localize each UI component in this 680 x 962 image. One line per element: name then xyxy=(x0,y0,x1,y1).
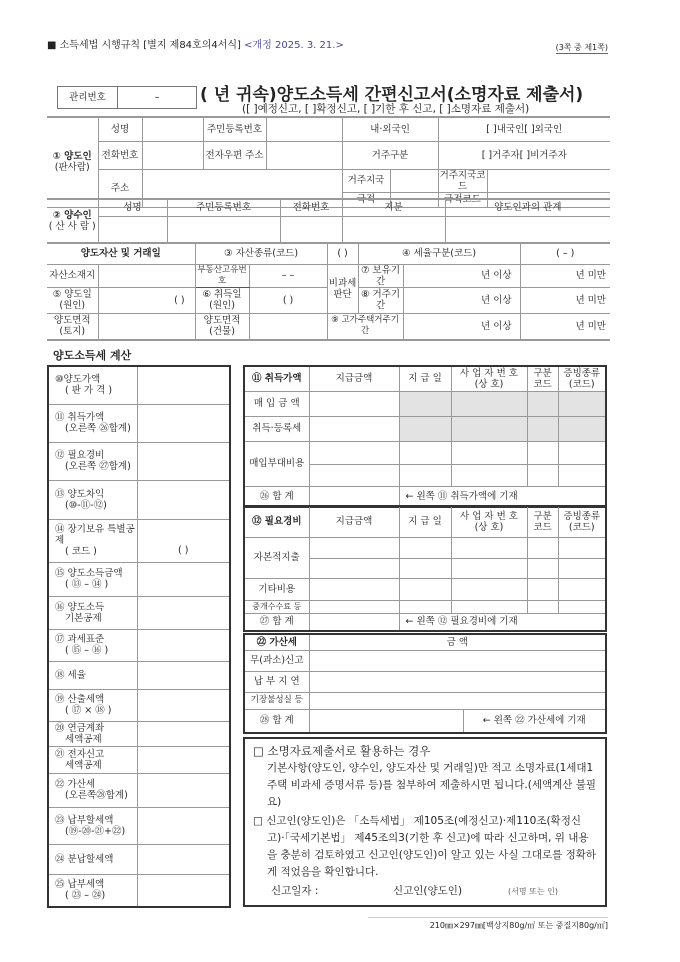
cell[interactable] xyxy=(558,537,606,558)
penalty-row-late: 납 부 지 연 xyxy=(244,671,309,692)
asset-table xyxy=(47,242,610,341)
cell[interactable] xyxy=(558,558,606,578)
acq-date-label: ⑥ 취득일 (원인) xyxy=(195,287,249,313)
calc-row-label: ⑰ 과세표준 ( ⑮ – ⑯ ) xyxy=(48,629,137,661)
penalty-header: ㉒ 가산세 xyxy=(244,634,309,650)
cell[interactable] xyxy=(558,464,606,486)
residence-period-label: ⑧ 거주기간 xyxy=(358,287,403,313)
nationality-checkboxes[interactable]: [ ]내국인[ ]외국인 xyxy=(438,117,610,141)
cell[interactable] xyxy=(451,600,527,613)
cell[interactable] xyxy=(309,650,606,671)
asset-type-field[interactable]: ( ) xyxy=(327,243,358,264)
cell[interactable] xyxy=(451,578,527,600)
cell[interactable] xyxy=(399,578,451,600)
luxury-period-label: ⑨ 고가주택거주기간 xyxy=(327,313,403,340)
calc-row-value[interactable] xyxy=(137,874,230,907)
cell[interactable] xyxy=(558,600,606,613)
calc-row-value[interactable]: ( ) xyxy=(137,519,230,562)
calc-row xyxy=(48,844,230,874)
calc-row xyxy=(48,629,230,661)
calc-row-value[interactable] xyxy=(137,746,230,773)
seller-label: ① 양도인 (판사람) xyxy=(47,117,98,207)
calc-row xyxy=(48,661,230,689)
calc-row-value[interactable] xyxy=(137,596,230,629)
buyer-relation-label: 양도인과의 관계 xyxy=(445,199,610,216)
buyer-name-label: 성명 xyxy=(98,199,167,216)
sale-date-field[interactable]: ( ) xyxy=(98,287,195,313)
gray-cell xyxy=(399,416,451,441)
holding-under[interactable]: 년 미만 xyxy=(520,264,610,287)
buyer-rrn-field[interactable] xyxy=(167,216,280,243)
calc-row-label: ⑬ 양도차익 (⑩-⑪-⑫) xyxy=(48,480,137,519)
cell[interactable] xyxy=(309,671,606,692)
seller-phone-label: 전화번호 xyxy=(98,141,142,169)
bldg-area-label: 양도면적 (건물) xyxy=(195,313,249,340)
gray-cell xyxy=(451,416,527,441)
buyer-name-field[interactable] xyxy=(98,216,167,243)
note-heading[interactable]: □ 소명자료제출서로 활용하는 경우 xyxy=(253,744,431,758)
penalty-table xyxy=(243,633,607,734)
penalty-row-bookkeeping: 기장불성실 등 xyxy=(244,692,309,709)
gray-cell xyxy=(558,391,606,416)
calc-row-value[interactable] xyxy=(137,773,230,807)
tax-rate-label: ④ 세율구분(코드) xyxy=(358,243,520,264)
calc-row xyxy=(48,562,230,596)
buyer-rrn-label: 주민등록번호 xyxy=(167,199,280,216)
penalty-total-label: ㉘ 합 계 xyxy=(244,709,309,733)
seller-table xyxy=(47,116,610,208)
sale-date-label: ⑤ 양도일 (원인) xyxy=(47,287,98,313)
exp-total-label: ㉗ 합 계 xyxy=(244,613,309,631)
residence-over[interactable]: 년 이상 xyxy=(403,287,520,313)
calc-row xyxy=(48,366,230,404)
calc-row xyxy=(48,874,230,907)
exp-header-label: ⑫ 필요경비 xyxy=(244,506,309,537)
cell[interactable] xyxy=(527,464,558,486)
calc-row-value[interactable] xyxy=(137,721,230,746)
cell[interactable] xyxy=(527,537,558,558)
exp-row-other: 기타비용 xyxy=(244,578,309,600)
filing-type-options[interactable]: ([ ]예정신고, [ ]확정신고, [ ]기한 후 신고, [ ]소명자료 제출서) xyxy=(242,103,530,115)
exp-header-code: 구분 코드 xyxy=(527,506,558,537)
country-code-field[interactable] xyxy=(487,169,610,192)
calc-row-label: ㉑ 전자신고 세액공제 xyxy=(48,746,137,773)
seller-rrn-field[interactable] xyxy=(266,117,342,141)
cell[interactable] xyxy=(527,578,558,600)
signature-field[interactable]: (서명 또는 인) xyxy=(508,887,558,896)
buyer-phone-field[interactable] xyxy=(280,216,342,243)
management-number xyxy=(57,86,197,109)
nationality-label: 내·외국인 xyxy=(342,117,438,141)
realty-number-field[interactable]: – – xyxy=(249,264,327,287)
calc-row xyxy=(48,596,230,629)
calc-row xyxy=(48,773,230,807)
seller-phone-field[interactable] xyxy=(142,141,203,169)
buyer-label: ② 양수인 ( 산 사 람 ) xyxy=(47,199,98,243)
cell[interactable] xyxy=(451,558,527,578)
exp-header-amount: 지급금액 xyxy=(309,506,399,537)
exp-header-date: 지 급 일 xyxy=(399,506,451,537)
exp-header-proof: 증빙종류 (코드) xyxy=(558,506,606,537)
land-area-label: 양도면적 (토지) xyxy=(47,313,98,340)
acq-row-purchase: 매 입 금 액 xyxy=(244,391,309,416)
signer-label: 신고인(양도인) xyxy=(393,885,463,897)
cell[interactable] xyxy=(451,441,527,464)
calc-row-label: ⑩양도가액 ( 판 가 격 ) xyxy=(48,366,137,404)
calc-row-label: ⑭ 장기보유 특별공제 ( 코드 ) xyxy=(48,519,137,562)
buyer-phone-label: 전화번호 xyxy=(280,199,342,216)
calc-row-value[interactable] xyxy=(137,480,230,519)
cell[interactable] xyxy=(451,537,527,558)
page-title: ( 년 귀속)양도소득세 간편신고서(소명자료 제출서) xyxy=(200,85,584,105)
buyer-share-field[interactable] xyxy=(342,216,445,243)
acq-date-field[interactable]: ( ) xyxy=(249,287,327,313)
asset-section-label: 양도자산 및 거래일 xyxy=(47,243,195,264)
acq-total-field[interactable] xyxy=(309,486,399,507)
cell[interactable] xyxy=(309,464,399,486)
gray-cell xyxy=(451,391,527,416)
seller-email-label: 전자우편 주소 xyxy=(203,141,266,169)
calc-row-label: ⑯ 양도소득 기본공제 xyxy=(48,596,137,629)
revision-date: <개정 2025. 3. 21.> xyxy=(244,40,344,51)
acq-header-label: ⑪ 취득가액 xyxy=(244,366,309,391)
calc-row xyxy=(48,746,230,773)
exp-total-note: ← 왼쪽 ⑫ 필요경비에 기재 xyxy=(399,613,606,631)
calc-row xyxy=(48,689,230,721)
residence-under[interactable]: 년 미만 xyxy=(520,287,610,313)
asset-location-label: 자산소재지 xyxy=(47,264,98,287)
buyer-share-label: 지분 xyxy=(342,199,445,216)
country-field[interactable] xyxy=(390,169,438,192)
gray-cell xyxy=(399,391,451,416)
luxury-under[interactable]: 년 미만 xyxy=(520,313,610,340)
exp-row-capital: 자본적지출 xyxy=(244,537,309,578)
land-area-field[interactable] xyxy=(98,313,195,340)
calc-row-value[interactable] xyxy=(137,366,230,404)
acq-header-code: 구분 코드 xyxy=(527,366,558,391)
calc-row xyxy=(48,442,230,480)
penalty-total-note: ← 왼쪽 ㉒ 가산세에 기재 xyxy=(463,709,606,733)
calc-row-label: ㉕ 납부세액 ( ㉓ – ㉔) xyxy=(48,874,137,907)
calc-row-label: ⑪ 취득가액 (오른쪽 ㉖합계) xyxy=(48,404,137,442)
declaration-paragraph[interactable]: □ 신고인(양도인)은 「소득세법」 제105조(예정신고)·제110조(확정신고)·「국세기본법」 제45조의3(기한 후 신고)에 따라 신고하며, 위 내용을 충분히 검토하였고 신고인(양도인)이 알고 있는 사실 그대로를 정확하게 적었음을 확인합니다. xyxy=(253,815,597,878)
calc-row-value[interactable] xyxy=(137,844,230,874)
form-law-reference: ■ 소득세법 시행규칙 [별지 제84호의4서식] <개정 2025. 3. 21.> xyxy=(47,40,344,51)
asset-type-label: ③ 자산종류(코드) xyxy=(195,243,327,264)
gray-cell xyxy=(527,391,558,416)
calc-row-value[interactable] xyxy=(137,807,230,844)
penalty-row-nonfiling: 무(과소)신고 xyxy=(244,650,309,671)
calc-row xyxy=(48,480,230,519)
acq-purchase-amount[interactable] xyxy=(309,391,399,416)
mgmt-value[interactable]: – xyxy=(118,87,197,109)
calc-row-value[interactable] xyxy=(137,661,230,689)
expense-table xyxy=(243,505,607,632)
holding-over[interactable]: 년 이상 xyxy=(403,264,520,287)
acq-header-proof: 증빙종류 (코드) xyxy=(558,366,606,391)
calc-row xyxy=(48,404,230,442)
citizenship-code-label: 국적코드 xyxy=(438,192,487,207)
cell[interactable] xyxy=(309,600,399,613)
cell[interactable] xyxy=(558,441,606,464)
exp-header-bizno: 사 업 자 번 호 (상 호) xyxy=(451,506,527,537)
acq-header-date: 지 급 일 xyxy=(399,366,451,391)
bldg-area-field[interactable] xyxy=(249,313,327,340)
cell[interactable] xyxy=(558,578,606,600)
note-paragraph: 기본사항(양도인, 양수인, 양도자산 및 거래일)만 적고 소명자료(1세대1 주택 비과세 증명서류 등)를 첨부하여 제출하시면 됩니다.(세액계산 불필요) xyxy=(267,762,597,808)
seller-name-field[interactable] xyxy=(142,117,203,141)
citizenship-label: 국적 xyxy=(342,192,390,207)
realty-number-label: 부동산고유번호 xyxy=(195,264,249,287)
acq-header-bizno: 사 업 자 번 호 (상 호) xyxy=(451,366,527,391)
cell[interactable] xyxy=(399,537,451,558)
seller-name-label: 성명 xyxy=(98,117,142,141)
residence-label: 거주구분 xyxy=(342,141,438,169)
page-indicator: (3쪽 중 제1쪽) xyxy=(555,43,608,52)
acquisition-cost-table xyxy=(243,365,607,508)
mgmt-label: 관리번호 xyxy=(58,87,118,109)
acq-total-note: ← 왼쪽 ⑪ 취득가액에 기재 xyxy=(399,486,606,507)
nontax-label: 비과세 판단 xyxy=(327,264,358,313)
cell[interactable] xyxy=(527,558,558,578)
gray-cell xyxy=(558,416,606,441)
paper-spec: 210㎜×297㎜[백상지80g/㎡ 또는 중질지80g/㎡] xyxy=(368,917,608,931)
filing-date-label: 신고일자 : xyxy=(271,885,319,897)
penalty-amount-header: 금 액 xyxy=(309,634,606,650)
cell[interactable] xyxy=(399,441,451,464)
calc-row-value[interactable] xyxy=(137,629,230,661)
buyer-table xyxy=(47,198,610,244)
calc-row xyxy=(48,721,230,746)
cell[interactable] xyxy=(399,600,451,613)
acq-tax-amount[interactable] xyxy=(309,416,399,441)
calc-row-value[interactable] xyxy=(137,689,230,721)
holding-period-label: ⑦ 보유기간 xyxy=(358,264,403,287)
acq-row-tax: 취득·등록세 xyxy=(244,416,309,441)
cell[interactable] xyxy=(527,441,558,464)
exp-row-brokerage: 중개수수료 등 xyxy=(244,600,309,613)
buyer-relation-field[interactable] xyxy=(445,216,610,243)
calc-row-value[interactable] xyxy=(137,442,230,480)
calc-row-label: ㉔ 분납할세액 xyxy=(48,844,137,874)
calc-row-value[interactable] xyxy=(137,404,230,442)
calc-row-value[interactable] xyxy=(137,562,230,596)
calc-row-label: ㉓ 납부할세액 (⑲-⑳-㉑+㉒) xyxy=(48,807,137,844)
seller-email-field[interactable] xyxy=(266,141,342,169)
cell[interactable] xyxy=(527,600,558,613)
country-label: 거주지국 xyxy=(342,169,390,192)
acq-row-incidental: 매입부대비용 xyxy=(244,441,309,486)
cell[interactable] xyxy=(399,558,451,578)
country-code-label: 거주지국코드 xyxy=(439,169,486,192)
exp-total-field[interactable] xyxy=(309,613,399,631)
penalty-total-field[interactable] xyxy=(309,709,463,733)
seller-rrn-label: 주민등록번호 xyxy=(203,117,266,141)
cell[interactable] xyxy=(309,692,606,709)
calc-row-label: ⑮ 양도소득금액 ( ⑬ – ⑭ ) xyxy=(48,562,137,596)
cell[interactable] xyxy=(309,537,399,558)
calc-row xyxy=(48,519,230,562)
calc-row-label: ⑫ 필요경비 (오른쪽 ㉗합계) xyxy=(48,442,137,480)
calc-section-title: 양도소득세 계산 xyxy=(53,349,132,362)
asset-location-field[interactable] xyxy=(98,264,195,287)
calc-row xyxy=(48,807,230,844)
seller-address-label: 주소 xyxy=(98,169,142,207)
luxury-over[interactable]: 년 이상 xyxy=(403,313,520,340)
cell[interactable] xyxy=(309,578,399,600)
tax-rate-field[interactable]: ( – ) xyxy=(520,243,610,264)
calc-row-label: ⑱ 세율 xyxy=(48,661,137,689)
calc-row-label: ⑲ 산출세액 ( ⑰ × ⑱ ) xyxy=(48,689,137,721)
cell[interactable] xyxy=(399,464,451,486)
tax-calc-table xyxy=(47,365,231,908)
calc-row-label: ㉒ 가산세 (오른쪽㉘합계) xyxy=(48,773,137,807)
cell[interactable] xyxy=(309,441,399,464)
calc-row-label: ⑳ 연금계좌 세액공제 xyxy=(48,721,137,746)
cell[interactable] xyxy=(451,464,527,486)
acq-header-amount: 지급금액 xyxy=(309,366,399,391)
cell[interactable] xyxy=(309,558,399,578)
notes-box xyxy=(243,737,607,907)
residence-checkboxes[interactable]: [ ]거주자[ ]비거주자 xyxy=(438,141,610,169)
acq-total-label: ㉖ 합 계 xyxy=(244,486,309,507)
gray-cell xyxy=(527,416,558,441)
